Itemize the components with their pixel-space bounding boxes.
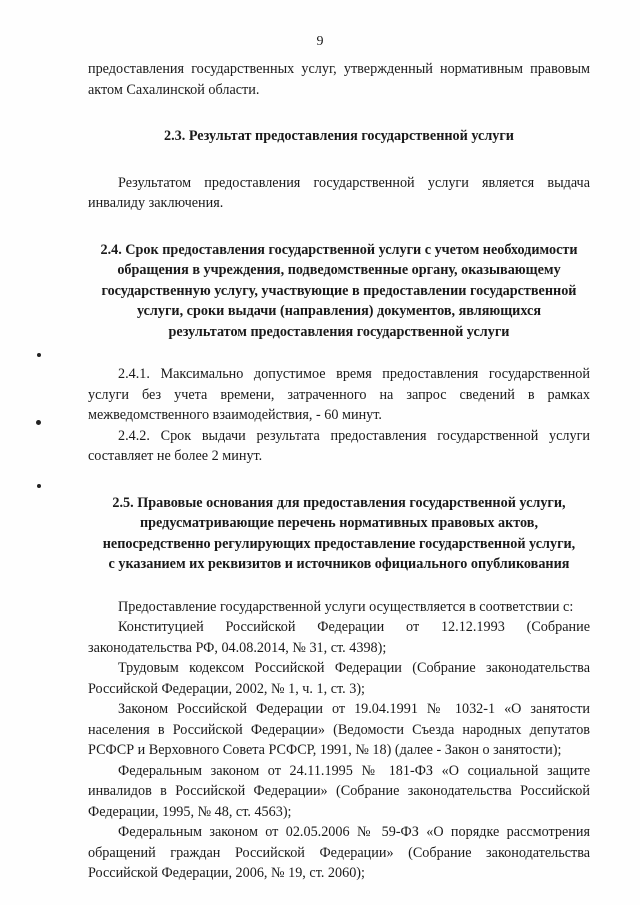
page-number: 9	[316, 34, 324, 49]
document-body	[88, 59, 590, 884]
scan-artifact-dot	[37, 484, 41, 488]
section-heading-2-4: 2.4. Срок предоставления государственной услуги с учетом необходимости обращения в учреждения, подведомственные органу, оказывающему государственную услугу, участвующие в предоставлении государственной услуги, сроки выдачи (направления) документов, являющихся результатом предоставления государственной услуги	[100, 241, 578, 340]
legal-act-item: Конституцией Российской Федерации от 12.12.1993 (Собрание законодательства РФ, 04.08.2014, № 31, ст. 4398);	[88, 619, 590, 656]
spacer	[88, 214, 590, 240]
scan-artifact-dot	[36, 420, 41, 425]
result-paragraph: Результатом предоставления государственной услуги является выдача инвалиду заключения.	[88, 174, 590, 211]
legal-act-item: Федеральным законом от 24.11.1995 № 181-ФЗ «О социальной защите инвалидов в Российской Федерации» (Собрание законодательства Российской Федерации, 1995, № 48, ст. 4563);	[88, 762, 590, 820]
spacer	[88, 575, 590, 597]
legal-act-item: Трудовым кодексом Российской Федерации (Собрание законодательства Российской Федерации, 2002, № 1, ч. 1, ст. 3);	[88, 660, 590, 697]
spacer	[88, 342, 590, 364]
section-heading-2-3: 2.3. Результат предоставления государственной услуги	[163, 128, 514, 144]
legal-act-item: Законом Российской Федерации от 19.04.1991 № 1032-1 «О занятости населения в Российской Федерации» (Ведомости Съезда народных депутатов РСФСР и Верховного Совета РСФСР, 1991, № 18) (далее - Закон о занятости);	[88, 701, 590, 758]
legal-basis-intro: Предоставление государственной услуги осуществляется в соответствии с:	[118, 598, 574, 615]
spacer	[88, 147, 590, 173]
spacer	[88, 100, 590, 126]
spacer	[88, 467, 590, 493]
intro-paragraph: предоставления государственных услуг, утвержденный нормативным правовым актом Сахалинской области.	[88, 61, 590, 98]
clause-2-4-2: 2.4.2. Срок выдачи результата предоставления государственной услуги составляет не более 2 минут.	[88, 427, 590, 464]
legal-act-item: Федеральным законом от 02.05.2006 № 59-ФЗ «О порядке рассмотрения обращений граждан Российской Федерации» (Собрание законодательства Российской Федерации, 2006, № 19, ст. 2060);	[88, 824, 590, 881]
scan-artifact-dot	[37, 353, 41, 357]
section-heading-2-5: 2.5. Правовые основания для предоставления государственной услуги, предусматривающие перечень нормативных правовых актов, непосредственно регулирующих предоставление государственной услуги, с указанием их реквизитов и источников официального опубликования	[102, 494, 576, 572]
clause-2-4-1: 2.4.1. Максимально допустимое время предоставления государственной услуги без учета времени, затраченного на запрос сведений в рамках межведомственного взаимодействия, - 60 минут.	[88, 366, 590, 423]
